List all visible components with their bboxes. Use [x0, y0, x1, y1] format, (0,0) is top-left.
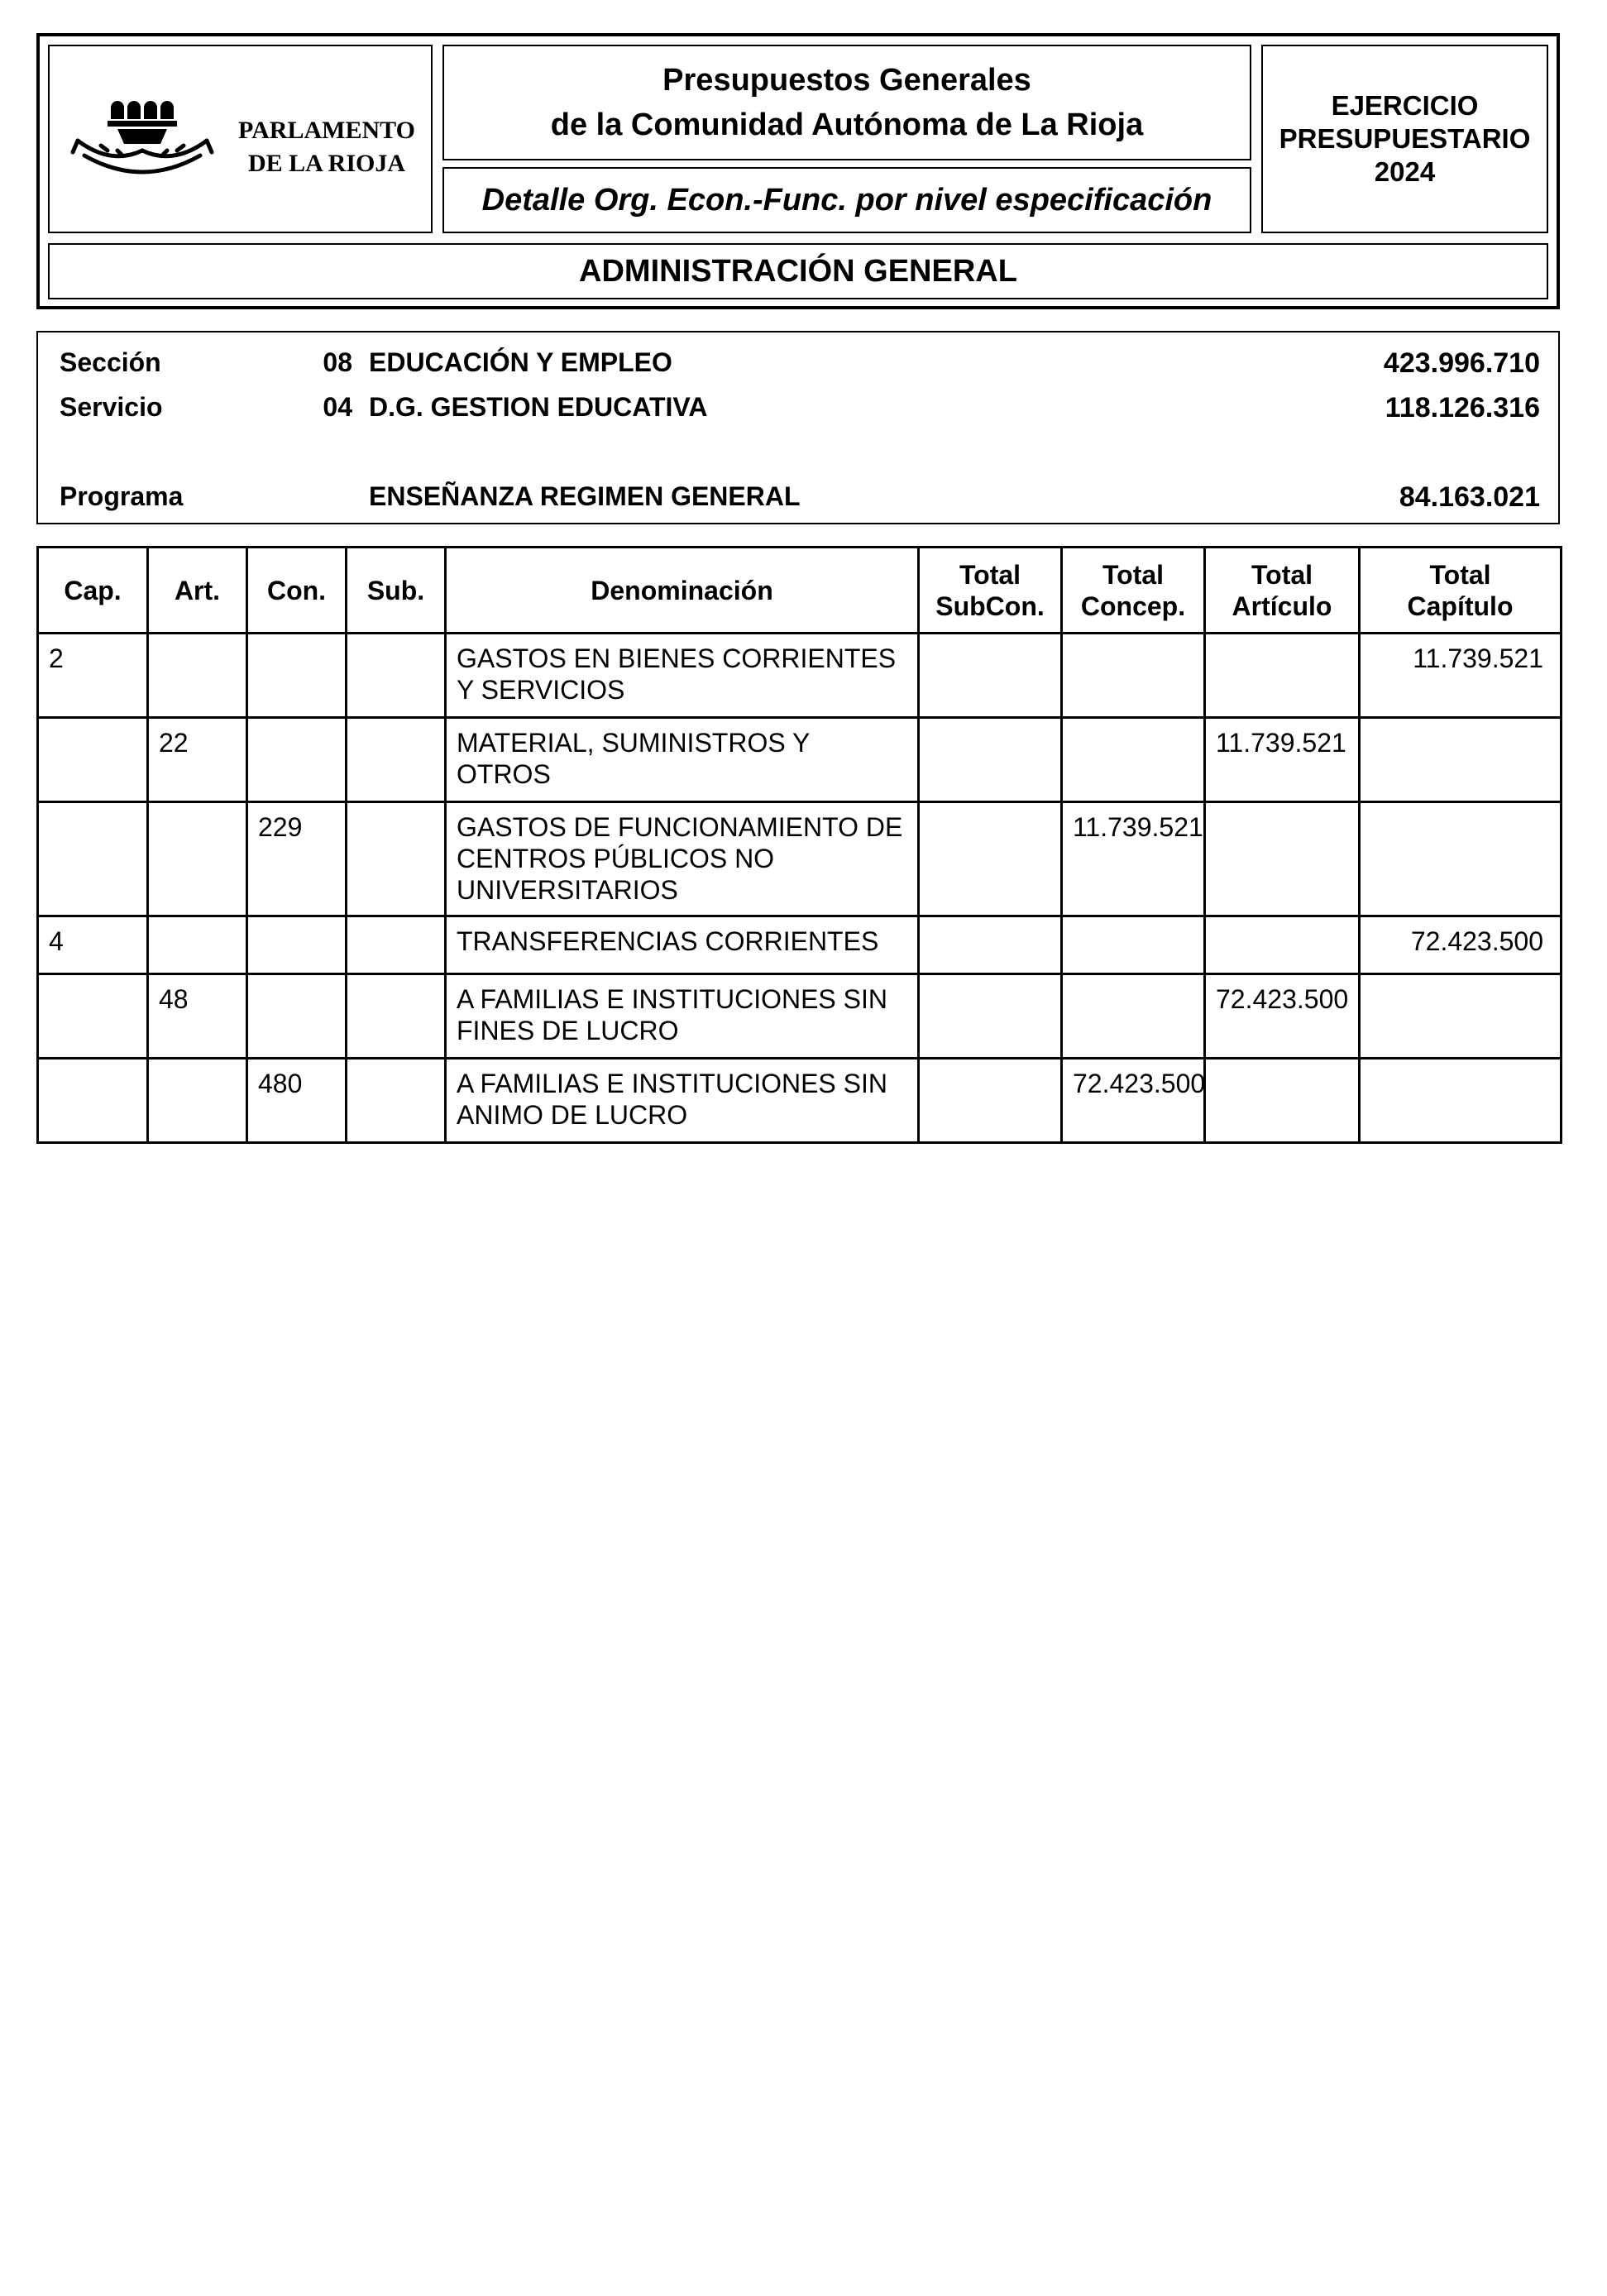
- parliament-name-line2: DE LA RIOJA: [247, 150, 406, 177]
- cell-art: 22: [148, 718, 247, 802]
- table-row: [38, 974, 1562, 1059]
- cell-total-concep: [1062, 718, 1205, 802]
- seccion-code: 08: [323, 347, 352, 377]
- cell-con: [247, 916, 347, 974]
- cell-art: [148, 634, 247, 718]
- budget-table: [36, 546, 1562, 1144]
- year-line1: EJERCICIO: [1331, 90, 1479, 121]
- cell-cap: [38, 802, 148, 916]
- cell-cap: [38, 718, 148, 802]
- parliament-logo-icon: [68, 89, 225, 189]
- cell-denominacion: A FAMILIAS E INSTITUCIONES SIN ANIMO DE LUCRO: [446, 1059, 919, 1143]
- cell-denominacion: A FAMILIAS E INSTITUCIONES SIN FINES DE LUCRO: [446, 974, 919, 1059]
- col-art: Art.: [148, 548, 247, 634]
- cell-total-articulo: 72.423.500: [1205, 974, 1360, 1059]
- cell-total-subcon: [919, 916, 1062, 974]
- cell-total-articulo: [1205, 802, 1360, 916]
- cell-total-subcon: [919, 1059, 1062, 1143]
- cell-total-capitulo: [1360, 1059, 1562, 1143]
- seccion-description: EDUCACIÓN Y EMPLEO: [369, 347, 672, 377]
- table-row: [38, 718, 1562, 802]
- document-header: [36, 33, 1560, 309]
- cell-art: [148, 1059, 247, 1143]
- cell-total-concep: [1062, 634, 1205, 718]
- servicio-label: Servicio: [60, 392, 163, 422]
- cell-total-concep: [1062, 974, 1205, 1059]
- year-line2: PRESUPUESTARIO: [1279, 123, 1531, 154]
- administration-band: ADMINISTRACIÓN GENERAL: [48, 243, 1548, 299]
- programa-description: ENSEÑANZA REGIMEN GENERAL: [369, 481, 801, 511]
- cell-sub: [347, 634, 446, 718]
- cell-con: [247, 634, 347, 718]
- cell-total-capitulo: [1360, 974, 1562, 1059]
- servicio-code: 04: [323, 392, 352, 422]
- parliament-name: [227, 114, 426, 180]
- seccion-amount: 423.996.710: [1383, 347, 1540, 379]
- cell-total-capitulo: [1360, 802, 1562, 916]
- seccion-label: Sección: [60, 347, 161, 377]
- table-row: [38, 916, 1562, 974]
- logo-panel: [48, 45, 433, 233]
- cell-denominacion: TRANSFERENCIAS CORRIENTES: [446, 916, 919, 974]
- cell-denominacion: MATERIAL, SUMINISTROS Y OTROS: [446, 718, 919, 802]
- cell-total-articulo: [1205, 634, 1360, 718]
- cell-total-subcon: [919, 718, 1062, 802]
- cell-sub: [347, 1059, 446, 1143]
- document-title: [442, 45, 1251, 160]
- cell-sub: [347, 802, 446, 916]
- title-line1: Presupuestos Generales: [662, 63, 1031, 98]
- cell-total-concep: 72.423.500: [1062, 1059, 1205, 1143]
- cell-cap: 4: [38, 916, 148, 974]
- budget-table-wrapper: [36, 546, 1560, 1144]
- title-line2: de la Comunidad Autónoma de La Rioja: [550, 108, 1144, 142]
- cell-total-capitulo: 72.423.500: [1360, 916, 1562, 974]
- cell-art: [148, 916, 247, 974]
- cell-con: 229: [247, 802, 347, 916]
- col-total-subcon: Total SubCon.: [919, 548, 1062, 634]
- cell-total-concep: [1062, 916, 1205, 974]
- servicio-amount: 118.126.316: [1385, 392, 1540, 423]
- cell-con: [247, 718, 347, 802]
- cell-total-subcon: [919, 974, 1062, 1059]
- col-cap: Cap.: [38, 548, 148, 634]
- col-con: Con.: [247, 548, 347, 634]
- section-info-panel: [36, 331, 1560, 524]
- cell-art: 48: [148, 974, 247, 1059]
- document-subtitle: Detalle Org. Econ.-Func. por nivel especificación: [442, 167, 1251, 233]
- cell-art: [148, 802, 247, 916]
- cell-total-articulo: [1205, 1059, 1360, 1143]
- cell-cap: [38, 974, 148, 1059]
- cell-cap: 2: [38, 634, 148, 718]
- col-total-capitulo: Total Capítulo: [1360, 548, 1562, 634]
- cell-sub: [347, 916, 446, 974]
- cell-total-subcon: [919, 802, 1062, 916]
- cell-sub: [347, 974, 446, 1059]
- cell-total-concep: 11.739.521: [1062, 802, 1205, 916]
- cell-denominacion: GASTOS EN BIENES CORRIENTES Y SERVICIOS: [446, 634, 919, 718]
- cell-total-articulo: 11.739.521: [1205, 718, 1360, 802]
- servicio-description: D.G. GESTION EDUCATIVA: [369, 392, 708, 422]
- table-row: [38, 634, 1562, 718]
- cell-total-capitulo: [1360, 718, 1562, 802]
- parliament-name-line1: PARLAMENTO: [238, 117, 415, 144]
- cell-cap: [38, 1059, 148, 1143]
- table-header-row: [38, 548, 1562, 634]
- col-denominacion: Denominación: [446, 548, 919, 634]
- col-total-articulo: Total Artículo: [1205, 548, 1360, 634]
- table-row: [38, 1059, 1562, 1143]
- cell-sub: [347, 718, 446, 802]
- cell-con: 480: [247, 1059, 347, 1143]
- year-value: 2024: [1374, 156, 1436, 187]
- col-total-concep: Total Concep.: [1062, 548, 1205, 634]
- table-row: [38, 802, 1562, 916]
- programa-label: Programa: [60, 481, 184, 511]
- fiscal-year-panel: [1261, 45, 1548, 233]
- cell-con: [247, 974, 347, 1059]
- cell-total-articulo: [1205, 916, 1360, 974]
- cell-denominacion: GASTOS DE FUNCIONAMIENTO DE CENTROS PÚBLICOS NO UNIVERSITARIOS: [446, 802, 919, 916]
- col-sub: Sub.: [347, 548, 446, 634]
- cell-total-subcon: [919, 634, 1062, 718]
- cell-total-capitulo: 11.739.521: [1360, 634, 1562, 718]
- programa-amount: 84.163.021: [1399, 481, 1540, 513]
